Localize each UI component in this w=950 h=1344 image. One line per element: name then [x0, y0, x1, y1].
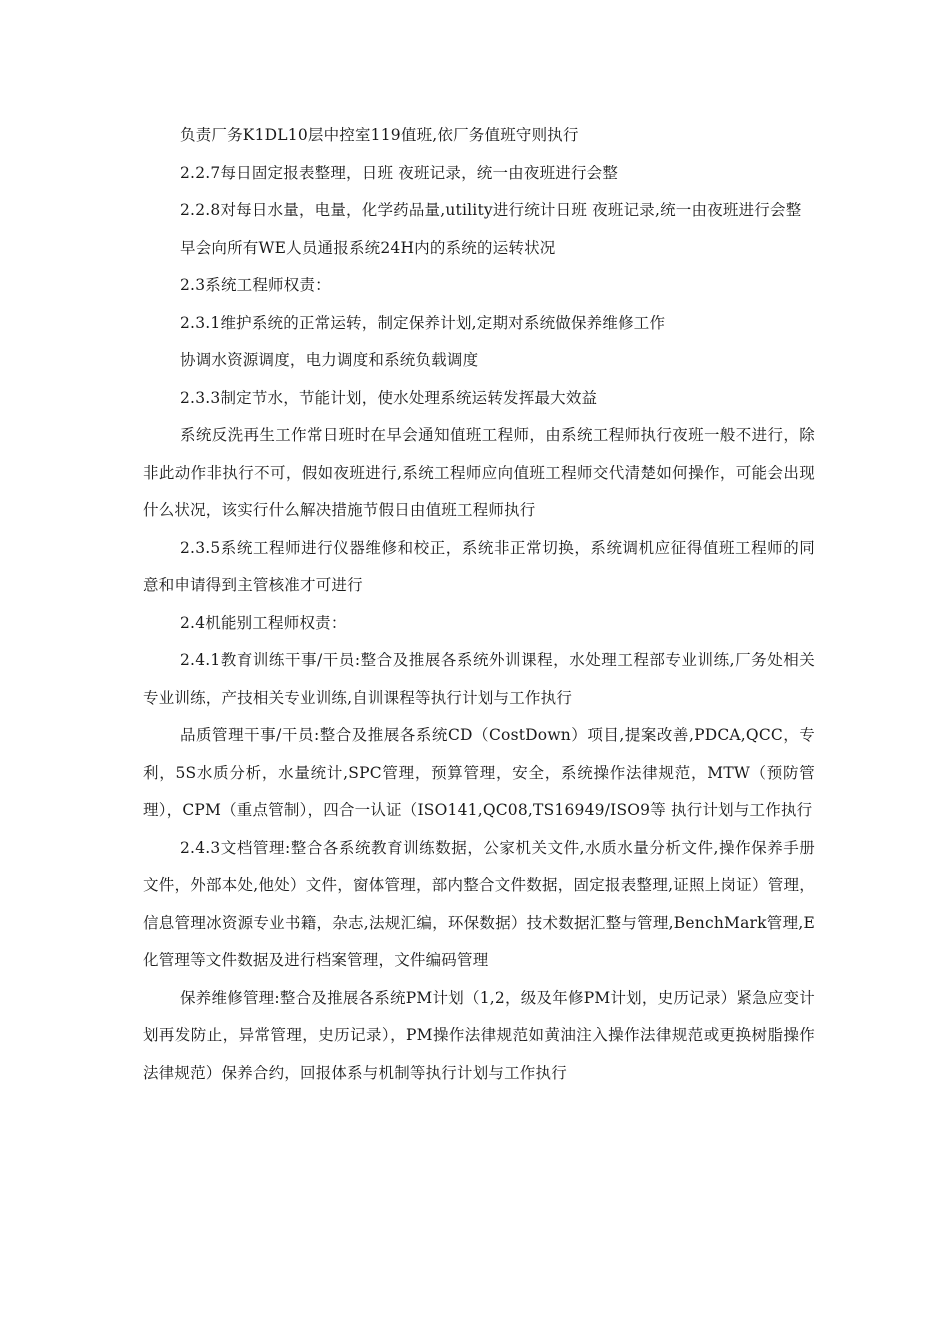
- section-heading-2-4: 2.4机能别工程师权责：: [180, 613, 347, 632]
- document-body: [143, 117, 815, 1092]
- paragraph-2-4-3: 2.4.3文档管理:整合各系统教育训练数据，公家机关文件,水质水量分析文件,操作保养手册文件，外部本处,他处）文件，窗体管理，部内整合文件数据，固定报表整理,证照上岗证）管理，信息管理冰资源专业书籍，杂志,法规汇编，环保数据）技术数据汇整与管理,BenchMark管理,E化管理等文件数据及进行档案管理，文件编码管理: [143, 838, 815, 969]
- paragraph-2-3-5: 2.3.5系统工程师进行仪器维修和校正，系统非正常切换，系统调机应征得值班工程师的同意和申请得到主管核准才可进行: [143, 538, 815, 594]
- paragraph-resource-dispatch: 协调水资源调度，电力调度和系统负载调度: [180, 351, 479, 369]
- paragraph-duty-room: 负责厂务K1DL10层中控室119值班,依厂务值班守则执行: [180, 126, 579, 144]
- paragraph-2-2-7: 2.2.7每日固定报表整理，日班 夜班记录，统一由夜班进行会整: [180, 163, 619, 182]
- paragraph-2-2-8: 2.2.8对每日水量，电量，化学药品量,utility进行统计日班 夜班记录,统一由夜班进行会整: [180, 201, 802, 219]
- paragraph-morning-report: 早会向所有WE人员通报系统24H内的系统的运转状况: [180, 238, 556, 257]
- paragraph-2-3-3: 2.3.3制定节水，节能计划，使水处理系统运转发挥最大效益: [180, 388, 598, 407]
- paragraph-2-4-1: 2.4.1教育训练干事/干员:整合及推展各系统外训课程，水处理工程部专业训练,厂务处相关专业训练，产技相关专业训练,自训课程等执行计划与工作执行: [143, 651, 815, 707]
- paragraph-backwash: 系统反洗再生工作常日班时在早会通知值班工程师，由系统工程师执行夜班一般不进行，除非此动作非执行不可，假如夜班进行,系统工程师应向值班工程师交代清楚如何操作，可能会出现什么状况，该实行什么解决措施节假日由值班工程师执行: [143, 426, 815, 519]
- paragraph-maintenance-management: 保养维修管理:整合及推展各系统PM计划（1,2，级及年修PM计划，史历记录）紧急应变计划再发防止，异常管理，史历记录），PM操作法律规范如黄油注入操作法律规范或更换树脂操作法律规范）保养合约，回报体系与机制等执行计划与工作执行: [143, 988, 815, 1082]
- paragraph-2-3-1: 2.3.1维护系统的正常运转，制定保养计划,定期对系统做保养维修工作: [180, 313, 666, 332]
- section-heading-2-3: 2.3系统工程师权责：: [180, 276, 331, 294]
- paragraph-quality-management: 品质管理干事/干员:整合及推展各系统CD（CostDown）项目,提案改善,PDCA,QCC，专利，5S水质分析，水量统计,SPC管理，预算管理，安全，系统操作法律规范，MTW（预防管理），CPM（重点管制），四合一认证（ISO141,QC08,TS16949/ISO9等 执行计划与工作执行: [143, 726, 815, 819]
